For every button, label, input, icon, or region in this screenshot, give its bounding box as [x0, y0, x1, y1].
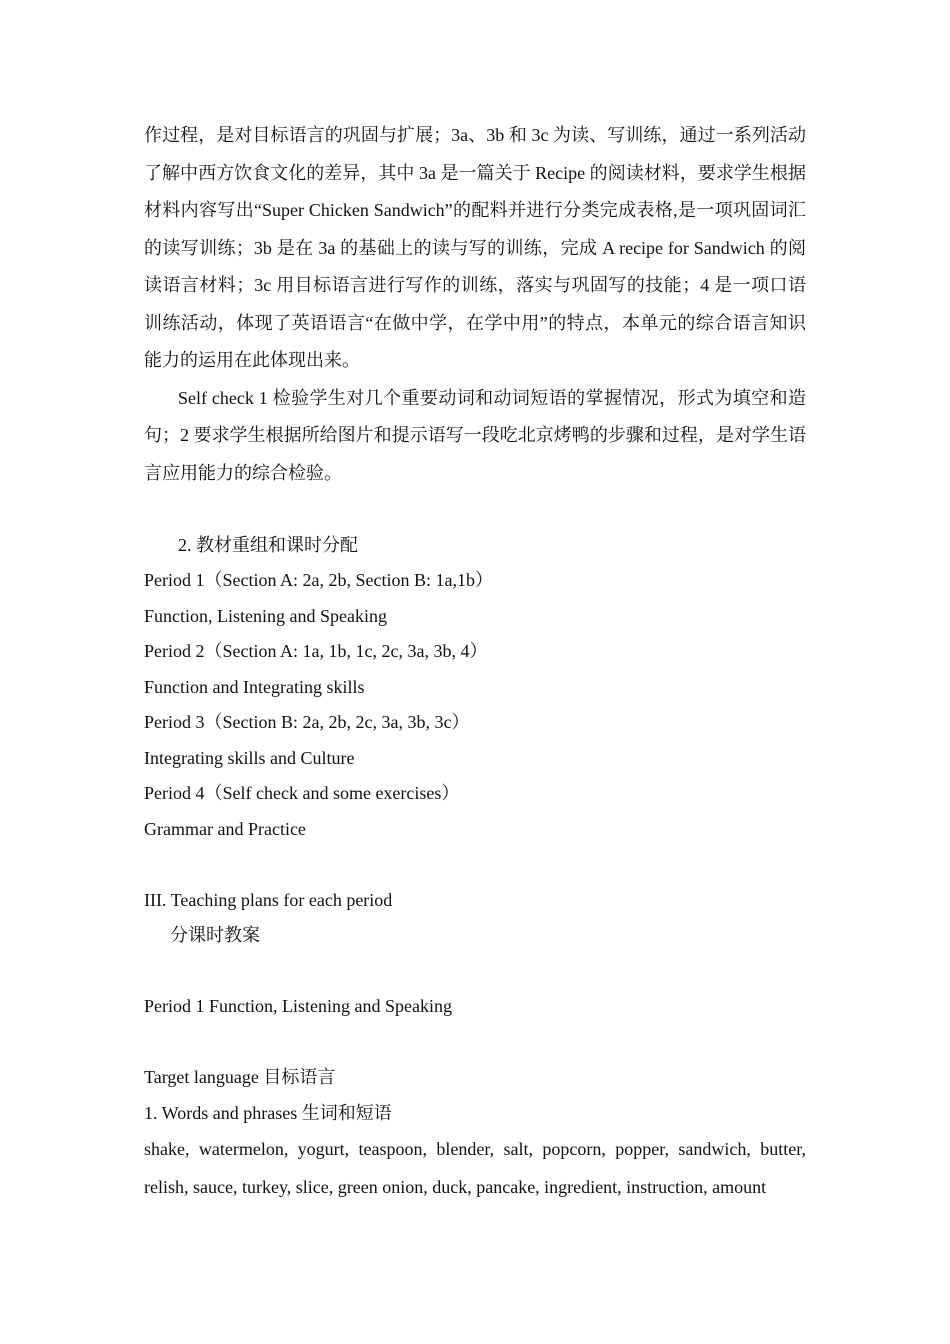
- period-2-title: Period 2（Section A: 1a, 1b, 1c, 2c, 3a, 3b, 4）: [144, 641, 488, 661]
- section-heading-textbook-reorganization: 2. 教材重组和课时分配: [178, 534, 358, 555]
- spacer: [144, 954, 806, 990]
- period-4-title: Period 4（Self check and some exercises）: [144, 783, 460, 803]
- section-subheading-teaching-plans: 分课时教案: [170, 925, 260, 945]
- period-3-title: Period 3（Section B: 2a, 2b, 2c, 3a, 3b, 3c）: [144, 712, 470, 732]
- vocabulary-list: shake, watermelon, yogurt, teaspoon, blender, salt, popcorn, popper, sandwich, butter, relish, sauce, turkey, slice, green onion, duck, pancake, ingredient, instruction, amount: [144, 1139, 806, 1197]
- selfcheck-paragraph: Self check 1 检验学生对几个重要动词和动词短语的掌握情况，形式为填空和造句；2 要求学生根据所给图片和提示语写一段吃北京烤鸭的步骤和过程，是对学生语言应用能力的综合检验。: [144, 387, 806, 483]
- period-1-title: Period 1（Section A: 2a, 2b, Section B: 1a,1b）: [144, 570, 493, 590]
- period-1-heading: Period 1 Function, Listening and Speaking: [144, 996, 452, 1016]
- section-heading-teaching-plans: III. Teaching plans for each period: [144, 889, 393, 910]
- words-and-phrases-heading: 1. Words and phrases 生词和短语: [144, 1102, 392, 1123]
- intro-paragraph: 作过程，是对目标语言的巩固与扩展；3a、3b 和 3c 为读、写训练，通过一系列活动了解中西方饮食文化的差异，其中 3a 是一篇关于 Recipe 的阅读材料，要求学生根据材料内容写出“Super Chicken Sandwich”的配料并进行分类完成表格,是一项巩固词汇的读写训练；3b 是在 3a 的基础上的读与写的训练，完成 A recipe for Sandwich 的阅读语言材料；3c 用目标语言进行写作的训练，落实与巩固写的技能；4 是一项口语训练活动，体现了英语语言“在做中学，在学中用”的特点，本单元的综合语言知识能力的运用在此体现出来。: [144, 125, 806, 370]
- period-4-focus: Grammar and Practice: [144, 818, 306, 839]
- period-1-focus: Function, Listening and Speaking: [144, 605, 387, 626]
- period-3-focus: Integrating skills and Culture: [144, 747, 355, 768]
- target-language-heading: Target language 目标语言: [144, 1067, 336, 1087]
- period-2-focus: Function and Integrating skills: [144, 676, 365, 697]
- document-body: [144, 117, 806, 1206]
- spacer: [144, 1025, 806, 1061]
- spacer: [144, 492, 806, 528]
- spacer: [144, 847, 806, 883]
